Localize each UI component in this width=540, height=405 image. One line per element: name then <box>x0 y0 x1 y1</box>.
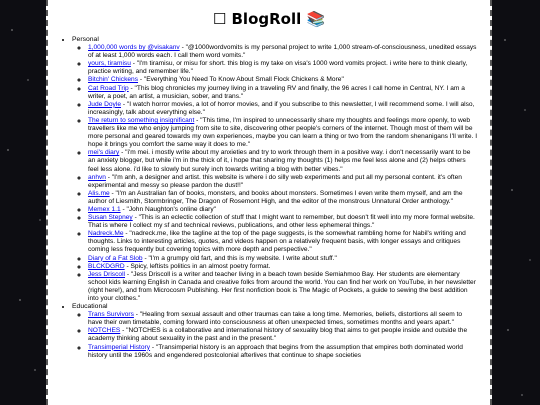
blog-description: - "This blog chronicles my journey living in a traveling RV and finally, the 96 acres I call home in Central, NY. I am a writer, a poet, an artist, a musician, sober, and trans." <box>88 84 465 100</box>
blog-link[interactable]: Alis.me <box>88 189 110 197</box>
blog-list-item <box>88 174 478 190</box>
blog-description: - "I watch horror movies, a lot of horror movies, and if you subscribe to this newsletter, I will recommend some. I will also, increasingly, talk about everything else." <box>88 100 475 116</box>
blog-list-item <box>88 117 478 149</box>
blog-description: - "Everything You Need To Know About Small Flock Chickens & More" <box>138 76 344 84</box>
blogroll-page <box>46 0 492 405</box>
category-educational <box>72 303 478 360</box>
checkbox-icon: ☐ <box>212 10 227 28</box>
blog-description: - Spicy, leftists politics in an almost poetry format. <box>124 262 271 270</box>
blog-list-item <box>88 76 478 84</box>
blog-description: - "i'm mei. i mostly write about my anxieties and try to work through them in a positive way. i don't necessarily want to be an anxiety blogger, but while i'm in the thick of it, i hope that sharing my thoughts (1) helps me feel less alone and (2) helps others feel less alone. i'd like to slowly but surely inch towards writing a blog with better vibes." <box>88 149 471 173</box>
blog-link[interactable]: Transimperial History <box>88 343 151 351</box>
blog-link[interactable]: Trans Survivors <box>88 311 134 319</box>
blog-description: - "Transimperial history is an approach that begins from the assumption that empires both dominated world history until the 1960s and engendered postcolonial afterlives that continue to shape societies <box>88 343 463 359</box>
blog-description: - "I'm an Australian fan of books, monsters, and books about monsters. Sometimes I even write them myself, and am the author of Liesmith, Stormbringer, The Dragon of Rosemont High, and the editor of the monstrous Unnatural Order anthology." <box>88 189 463 205</box>
blog-link[interactable]: Jess Driscoll <box>88 270 126 278</box>
category-label: Personal <box>72 36 99 43</box>
blog-list <box>72 311 478 360</box>
page-title <box>60 10 478 28</box>
blog-list-item <box>88 214 478 230</box>
blog-link[interactable]: Jude Doyle <box>88 100 121 108</box>
blog-description: - "NOTCHES is a collaborative and international history of sexuality blog that aims to get people inside and outside the academy thinking about sexuality in the past and in the present." <box>88 327 468 343</box>
blog-list-item <box>88 344 478 360</box>
blog-link[interactable]: Memex 1.1 <box>88 205 121 213</box>
blog-link[interactable]: yours, tiramisu <box>88 60 131 68</box>
blog-link[interactable]: Bitchin' Chickens <box>88 76 139 84</box>
blog-link[interactable]: Nadreck.Me <box>88 230 124 238</box>
blog-list-item <box>88 271 478 303</box>
blog-link[interactable]: Diary of a Fat Slob <box>88 254 143 262</box>
blog-list-item <box>88 44 478 60</box>
blog-list-item <box>88 327 478 343</box>
blog-list-item <box>88 149 478 173</box>
blog-link[interactable]: BLCKDGRD <box>88 262 125 270</box>
blog-link[interactable]: anhvn <box>88 173 106 181</box>
category-label: Educational <box>72 303 108 311</box>
blog-link[interactable]: 1,000,000 words by @visakanv <box>88 44 180 52</box>
blog-list-item <box>88 263 478 271</box>
blog-link[interactable]: Cat Road Trip <box>88 84 129 92</box>
category-personal <box>72 36 478 303</box>
blog-link[interactable]: Susan Stepney <box>88 214 133 222</box>
blog-list-item <box>88 255 478 263</box>
category-list <box>60 36 478 360</box>
blog-list-item <box>88 206 478 214</box>
blog-link[interactable]: NOTCHES <box>88 327 121 335</box>
blog-description: - "John Naughton's online diary" <box>120 205 217 213</box>
blog-description: - "nadreck.me, like the tagline at the top of the page suggests, is the somewhat rambling home for Nabil's writing and thoughts. Links to interesting articles, quotes, and videos happen on a relatively frequent basis, with longer essays and critiques coming less frequently but covering topics with more depth and perspective." <box>88 230 466 254</box>
blog-list-item <box>88 101 478 117</box>
page-title-text: BlogRoll <box>231 10 302 28</box>
blog-description: - "I'm a grumpy old fart, and this is my website. I write about stuff." <box>142 254 337 262</box>
blog-list-item <box>88 311 478 327</box>
blog-description: - "This is an eclectic collection of stuff that I might want to remember, but doesn't fit well into my more formal website. That is where I collect my sf and technical reviews, publications, and other less ephemeral things." <box>88 214 475 230</box>
blog-description: - "Jess Driscoll is a writer and teacher living in a beach town beside Semiahmoo Bay. Her students are elementary school kids learning English in Canada and creative folks from around the world. You can find her work on YouTube, in her newsletter (right here!), and from Microcosm Publishing. Her first nonfiction book is The Magic of Pockets, a guide to sewing the best addition into your clothes." <box>88 270 476 302</box>
blog-description: - "I'm anh, a designer and artist. this website is where i do silly web experiments and put all my personal content. it's often experimental and messy so please pardon the dust!!" <box>88 173 462 189</box>
blog-list-item <box>88 85 478 101</box>
blog-list-item <box>88 230 478 254</box>
blog-description: - "This time, I'm inspired to unnecessarily share my thoughts and feelings more openly, to web travellers like me who enjoy jumping from site to site, discovering other people's corners of the internet. Though most of them will be more personal and geared towards my own experiences, maybe you can learn a thing or two from the random shenanigans I'll write. I hope it brings you comfort the same way it does to me." <box>88 116 478 149</box>
blog-list-item <box>88 60 478 76</box>
blog-link[interactable]: mei's diary <box>88 149 120 157</box>
books-icon: 📚 <box>306 10 326 28</box>
blog-description: - "Healing from sexual assault and other traumas can take a long time. Memories, beliefs, distortions all seem to have their own timetable, coming forward into consciousness at often unexpected times, sometimes months and years apart." <box>88 311 463 327</box>
blog-list-item <box>88 190 478 206</box>
blog-link[interactable]: The return to something insignificant <box>88 116 195 124</box>
blog-list <box>72 44 478 303</box>
blog-description: - "@1000wordvomits is my personal project to write 1,000 stream-of-consciousness, unedited essays of at least 1,000 words each. I call them word vomits." <box>88 44 477 60</box>
blog-description: - "I'm tiramisu, or misu for short. this blog is my take on visa's 1000 word vomits project. i write here to think clearly, practice writing, and remember life." <box>88 60 468 76</box>
